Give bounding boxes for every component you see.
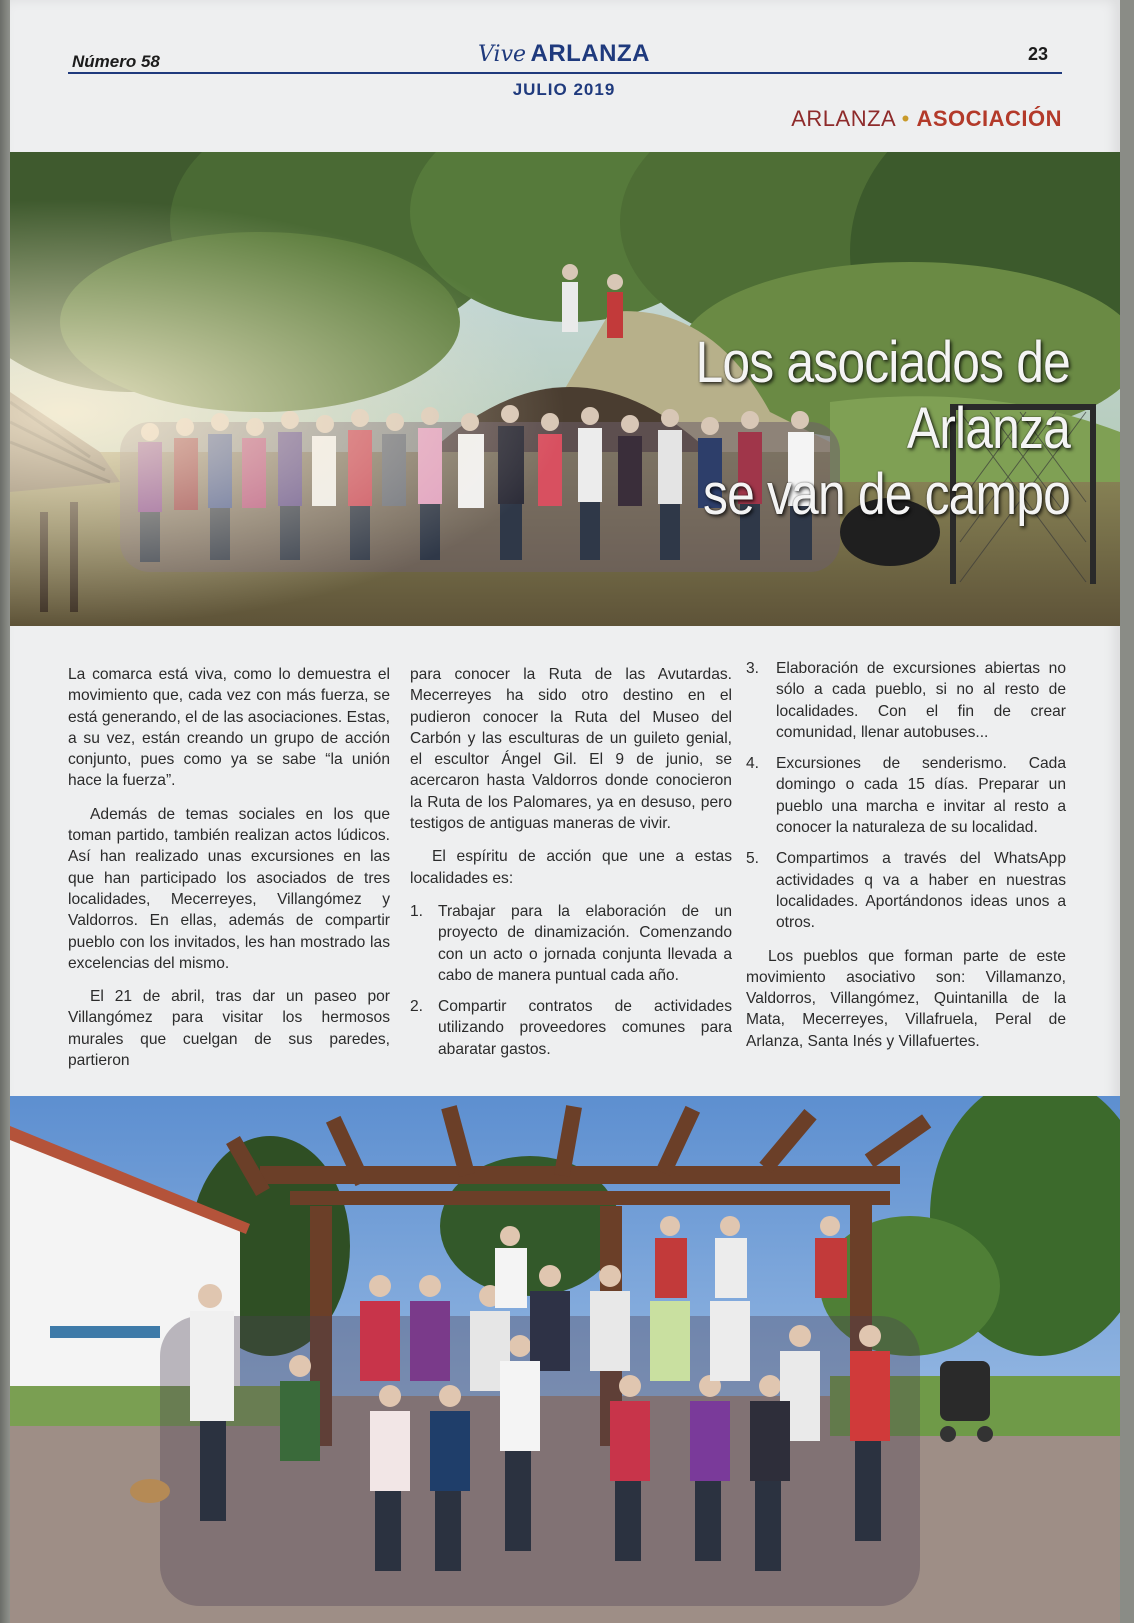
page-number: 23	[1028, 44, 1049, 64]
article-column-1	[68, 664, 390, 1083]
article-column-2	[410, 664, 732, 1072]
list-number: 1.	[410, 902, 424, 920]
header-divider	[68, 72, 1062, 74]
list-number: 2.	[410, 998, 424, 1016]
issue-number: Número 58	[72, 52, 160, 71]
logo-arlanza: ARLANZA	[530, 40, 650, 67]
headline-line-2: se van de campo	[703, 462, 1070, 527]
list-number: 4.	[746, 755, 760, 773]
list-text: Excursiones de senderismo. Cada domingo o cada 15 días. Preparar un pueblo una marcha e invitar al resto a conocer la naturaleza de su localidad.	[776, 755, 1066, 837]
paragraph-villages: Los pueblos que forman parte de este movimiento asociativo son: Villamanzo, Valdorros, Villangómez, Quintanilla de la Mata, Mecerreyes, Villafruela, Peral de Arlanza, Santa Inés y Villafuertes.	[746, 947, 1066, 1050]
list-item	[410, 901, 732, 986]
section-label-asociacion: ASOCIACIÓN	[916, 106, 1062, 131]
magazine-page	[10, 0, 1120, 1623]
article-column-3	[746, 658, 1066, 1064]
action-list-part-1	[410, 901, 732, 1060]
list-number: 5.	[746, 850, 760, 868]
paragraph-ludic-acts: Además de temas sociales en los que toman partido, también realizan actos lúdicos. Así han realizado unas excursiones en las que han participado los asociados de tres localidades, Mecerreyes, Villangómez y Valdorros. En ellas, además de compartir pueblo con los invitados, les han mostrado las excelencias del mismo.	[68, 805, 390, 972]
paragraph-routes: para conocer la Ruta de las Avutardas. Mecerreyes ha sido otro destino en el pudieron conocer la Ruta del Museo del Carbón y las esculturas de un guileto genial, el escultor Ángel Gil. El 9 de junio, se acercaron hasta Valdorros donde conocieron la Ruta de los Palomares, ya en desuso, pero testigos de antiguas maneras de vivir.	[410, 666, 732, 833]
section-label-arlanza: ARLANZA	[791, 106, 895, 131]
list-item	[410, 996, 732, 1060]
action-list-part-2	[746, 658, 1066, 934]
masthead-logo	[454, 40, 674, 68]
paragraph-april: El 21 de abril, tras dar un paseo por Villangómez para visitar los hermosos murales que cuelgan de sus paredes, partieron	[68, 988, 390, 1070]
bottom-photo-group-pergola	[10, 1096, 1120, 1623]
section-label	[710, 106, 1062, 132]
list-item	[746, 848, 1066, 933]
list-text: Trabajar para la elaboración de un proyecto de dinamización. Comenzando con un acto o jornada conjunta llevada a cabo de manera puntual cada año.	[438, 902, 732, 984]
issue-date: JULIO 2019	[512, 80, 616, 99]
list-text: Compartir contratos de actividades utilizando proveedores comunes para abaratar gastos.	[438, 998, 732, 1058]
article-headline	[554, 330, 1070, 528]
list-item	[746, 753, 1066, 838]
section-label-dot: •	[901, 106, 910, 131]
list-item	[746, 658, 1066, 743]
list-number: 3.	[746, 660, 760, 677]
logo-vive: Vive	[478, 42, 527, 67]
list-text: Compartimos a través del WhatsApp actividades q va a haber en nuestras localidades. Aportándonos ideas unos a otros.	[776, 850, 1066, 932]
list-text: Elaboración de excursiones abiertas no sólo a cada pueblo, si no al resto de localidades. Con el fin de crear comunidad, llenar autobuses...	[776, 660, 1066, 741]
pergola-illustration	[10, 1096, 1120, 1623]
top-photo-group-countryside	[10, 152, 1120, 626]
headline-line-1: Los asociados de Arlanza	[695, 330, 1070, 461]
paragraph-spirit: El espíritu de acción que une a estas localidades es:	[410, 848, 732, 887]
paragraph-intro: La comarca está viva, como lo demuestra el movimiento que, cada vez con más fuerza, se está generando, el de las asociaciones. Estas, a su vez, están creando un grupo de acción conjunto, pues como ya se sabe “la unión hace la fuerza”.	[68, 666, 390, 790]
